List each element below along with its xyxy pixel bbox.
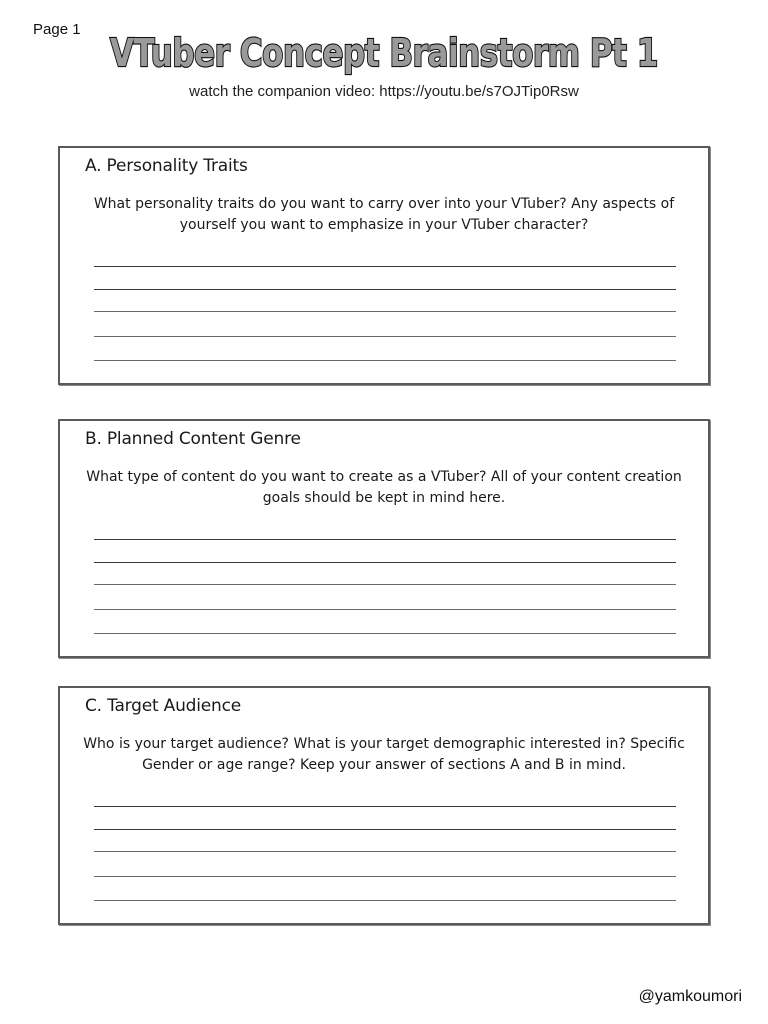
worksheet-title: VTuber Concept Brainstorm Pt 1 [110, 31, 658, 75]
section-personality-traits [58, 146, 710, 385]
answer-line[interactable] [94, 851, 676, 852]
answer-line[interactable] [94, 609, 676, 610]
title-banner [0, 24, 768, 80]
author-handle: @yamkoumori [638, 988, 742, 1005]
section-heading: B. Planned Content Genre [85, 429, 301, 449]
section-prompt: Who is your target audience? What is your target demographic interested in? Specific Gender or age range? Keep your answer of sections A and B in mind. [83, 736, 685, 773]
companion-video-link: watch the companion video: https://youtu.be/s7OJTip0Rsw [189, 83, 579, 100]
answer-line[interactable] [94, 806, 676, 807]
answer-line[interactable] [94, 266, 676, 267]
answer-line[interactable] [94, 900, 676, 901]
section-prompt: What personality traits do you want to carry over into your VTuber? Any aspects of yourself you want to emphasize in your VTuber character? [93, 196, 675, 233]
section-prompt: What type of content do you want to create as a VTuber? All of your content creation goals should be kept in mind here. [86, 469, 682, 506]
answer-line[interactable] [94, 562, 676, 563]
answer-line[interactable] [94, 633, 676, 634]
answer-line[interactable] [94, 584, 676, 585]
answer-line[interactable] [94, 539, 676, 540]
answer-line[interactable] [94, 876, 676, 877]
answer-line[interactable] [94, 311, 676, 312]
worksheet-title-graphic [84, 24, 684, 80]
section-heading: C. Target Audience [85, 696, 242, 716]
section-planned-content-genre [58, 419, 710, 658]
answer-line[interactable] [94, 289, 676, 290]
section-heading: A. Personality Traits [85, 156, 248, 176]
page-number: Page 1 [33, 21, 81, 38]
answer-line[interactable] [94, 360, 676, 361]
answer-line[interactable] [94, 336, 676, 337]
section-target-audience [58, 686, 710, 925]
answer-line[interactable] [94, 829, 676, 830]
